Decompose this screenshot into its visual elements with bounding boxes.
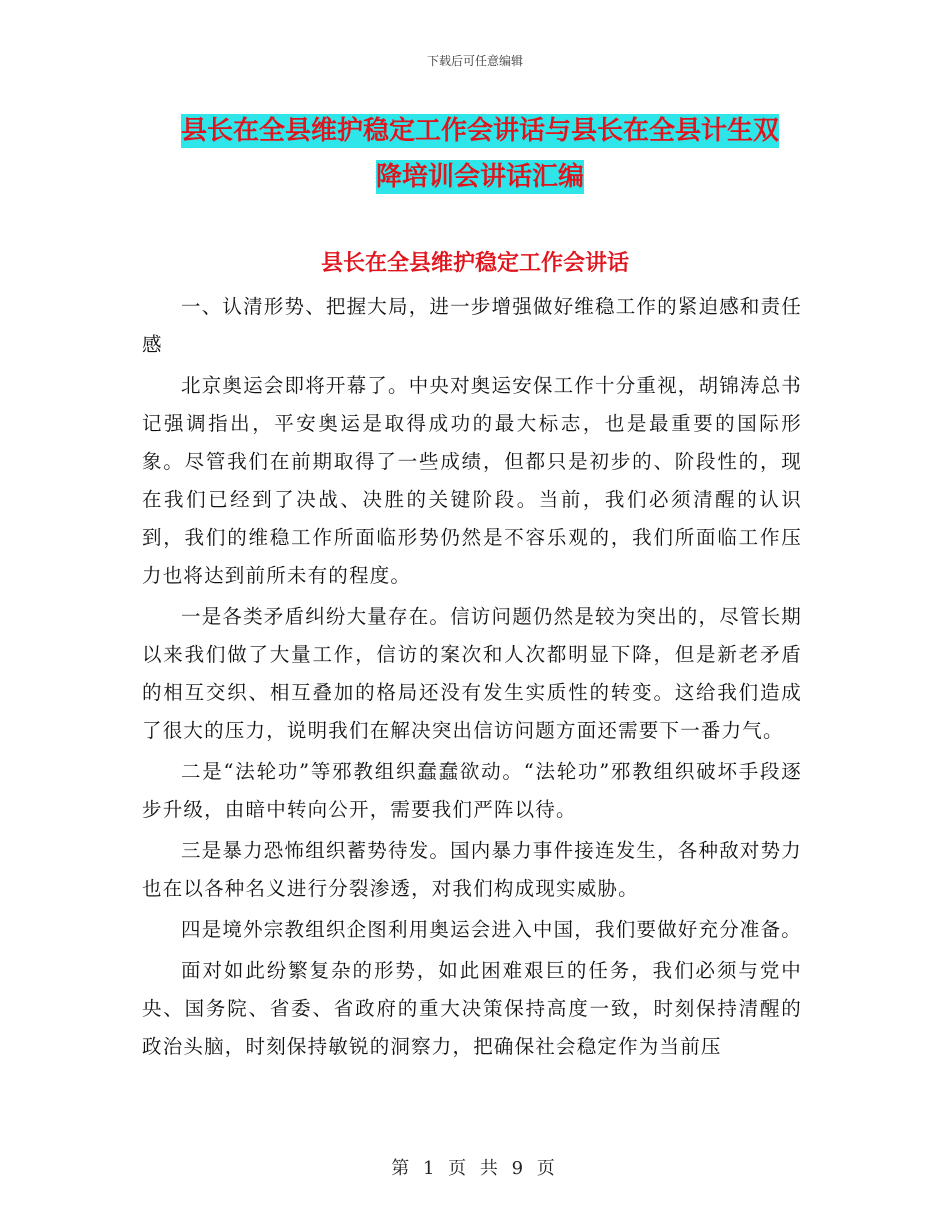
document-title (140, 108, 820, 200)
paragraph: 面对如此纷繁复杂的形势，如此困难艰巨的任务，我们必须与党中央、国务院、省委、省政府的重大决策保持高度一致，时刻保持清醒的政治头脑，时刻保持敏锐的洞察力，把确保社会稳定作为当前压 (142, 959, 802, 1058)
document-title-line-2: 降培训会讲话汇编 (375, 162, 584, 192)
paragraph: 二是“法轮功”等邪教组织蠢蠢欲动。“法轮功”邪教组织破坏手段逐步升级，由暗中转向公开，需要我们严阵以待。 (142, 760, 802, 821)
paragraph: 北京奥运会即将开幕了。中央对奥运安保工作十分重视，胡锦涛总书记强调指出，平安奥运是取得成功的最大标志，也是最重要的国际形象。尽管我们在前期取得了一些成绩，但都只是初步的、阶段性的，现在我们已经到了决战、决胜的关键阶段。当前，我们必须清醒的认识到，我们的维稳工作所面临形势仍然是不容乐观的，我们所面临工作压力也将达到前所未有的程度。 (142, 374, 803, 587)
header-note: 下载后可任意编辑 (426, 54, 523, 68)
body-text (142, 288, 802, 1069)
paragraph: 一是各类矛盾纠纷大量存在。信访问题仍然是较为突出的，尽管长期以来我们做了大量工作，信访的案次和人次都明显下降，但是新老矛盾的相互交织、相互叠加的格局还没有发生实质性的转变。这给我们造成了很大的压力，说明我们在解决突出信访问题方面还需要下一番力气。 (142, 605, 803, 742)
page-footer: 第 1 页 共 9 页 (391, 1158, 559, 1179)
document-title-line-1: 县长在全县维护稳定工作会讲话与县长在全县计生双 (180, 116, 779, 146)
paragraph: 三是暴力恐怖组织蓄势待发。国内暴力事件接连发生，各种敌对势力也在以各种名义进行分裂渗透，对我们构成现实威胁。 (142, 839, 803, 900)
paragraph: 四是境外宗教组织企图利用奥运会进入中国，我们要做好充分准备。 (181, 918, 803, 941)
paragraph: 一、认清形势、把握大局，进一步增强做好维稳工作的紧迫感和责任感 (142, 295, 803, 356)
section-title: 县长在全县维护稳定工作会讲话 (320, 251, 629, 276)
